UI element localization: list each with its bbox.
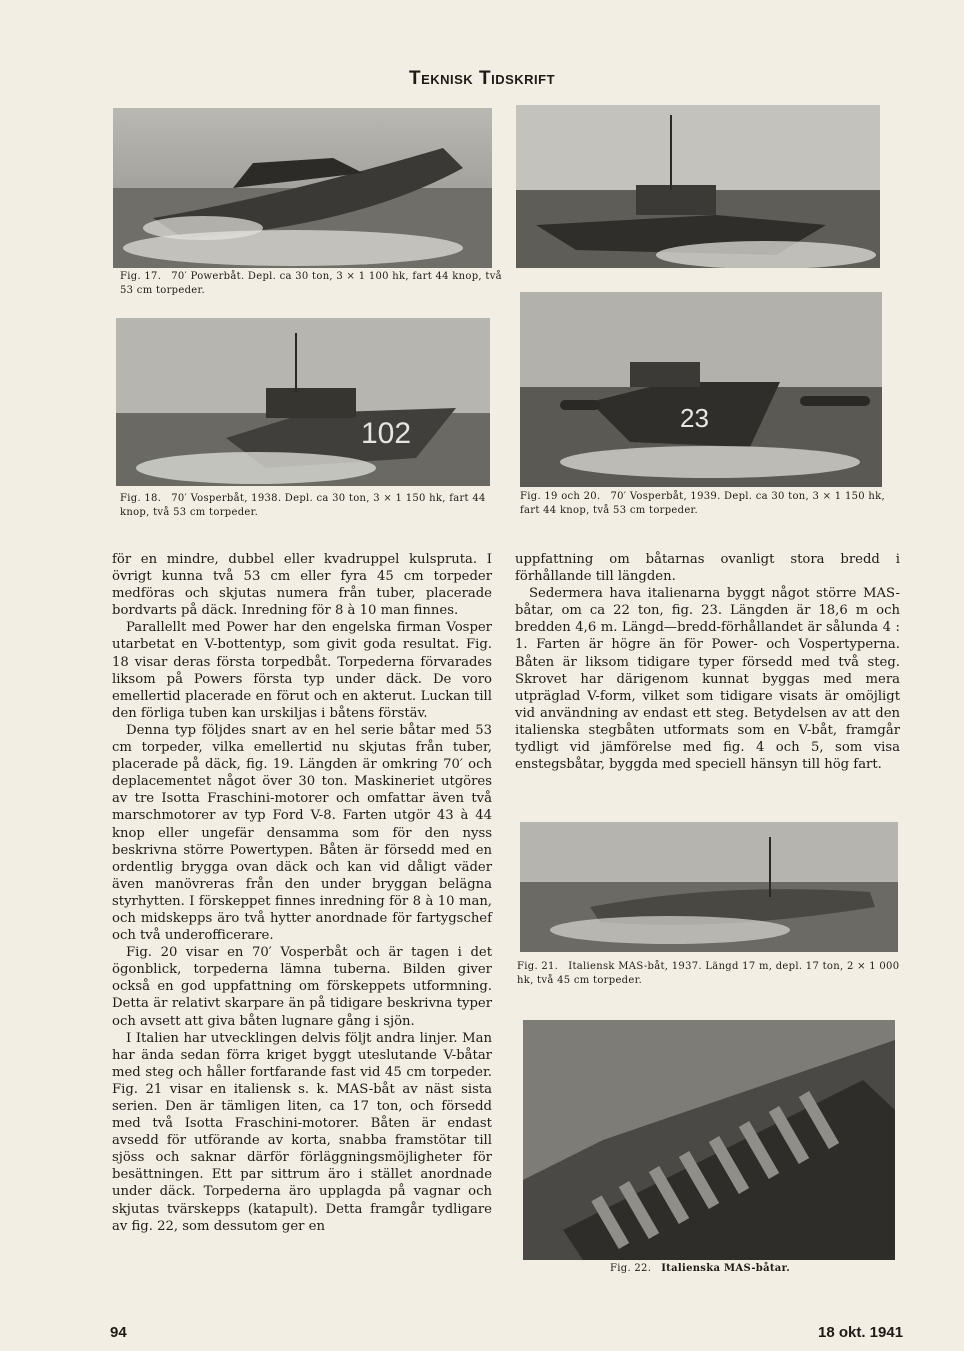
photo-fig20: [520, 292, 882, 487]
caption-fig21: [517, 960, 907, 988]
powerboat-image: [113, 108, 492, 268]
vosperboat-image: [516, 105, 880, 268]
page-number: 94: [110, 1324, 127, 1341]
caption-label: Fig. 18.: [120, 493, 162, 504]
body-right-column: [515, 551, 900, 773]
photo-fig17: [113, 108, 492, 268]
caption-fig19-20: [520, 490, 905, 518]
caption-fig22: [610, 1262, 910, 1276]
caption-label: Fig. 17.: [120, 271, 162, 282]
paragraph: Parallellt med Power har den engelska firman Vosper utarbetat en V-bottentyp, som givit goda resultat. Fig. 18 visar deras första torpedbåt. Torpederna förvarades liksom på Powers första typ under däck. De voro emellertid placerade en förut och en akterut. Luckan till den förliga tuben kan urskiljas i båtens förstäv.: [112, 620, 492, 721]
photo-fig19: [516, 105, 880, 268]
mas-fleet-image: [523, 1020, 895, 1260]
caption-text: 70′ Vosperbåt, 1938. Depl. ca 30 ton, 3 × 1 150 hk, fart 44 knop, två 53 cm torpeder.: [120, 493, 486, 518]
mas-boat-image: [520, 822, 898, 952]
paragraph: Fig. 20 visar en 70′ Vosperbåt och är tagen i det ögonblick, torpederna lämna tuberna. Bilden giver också en god uppfattning om förskeppets utformning. Detta är relativt skarpare än på tidigare beskrivna typer och avsett att giva båten lugnare gång i sjön.: [112, 945, 492, 1029]
caption-text: Italienska MAS-båtar.: [661, 1263, 790, 1274]
torpedo-left: [560, 400, 600, 410]
hull-number-23: 23: [680, 403, 709, 433]
vosper-1938-image: [116, 318, 490, 486]
photo-fig21: [520, 822, 898, 952]
photo-fig18: [116, 318, 490, 486]
paragraph: Sedermera hava italienarna byggt något större MAS-båtar, om ca 22 ton, fig. 23. Längden är 18,6 m och bredden 4,6 m. Längd—bredd-förhållandet är sålunda 4 : 1. Farten är högre än för Power- och Vospertyperna. Båten är liksom tidigare typer försedd med två steg. Skrovet har därigenom kunnat byggas med mera utpräglad V-form, vilket som tidigare visats är omöjligt vid användning av endast ett steg. Betydelsen av att den italienska stegbåten utformats som en V-båt, framgår tydligt vid jämförelse med fig. 4 och 5, som visa enstegsbåtar, byggda med speciell hänsyn till hög fart.: [515, 586, 900, 773]
issue-date: 18 okt. 1941: [818, 1324, 904, 1341]
paragraph: I Italien har utvecklingen delvis följt andra linjer. Man har ända sedan förra kriget byggt uteslutande V-båtar med steg och håller fortfarande fast vid 45 cm torpeder. Fig. 21 visar en italiensk s. k. MAS-båt av näst sista serien. Den är tämligen liten, ca 17 ton, och försedd med två Isotta Fraschini-motorer. Båten är endast avsedd för utförande av korta, snabba framstötar till sjöss och saknar därför förläggningsmöjligheter för besättningen. Ett par sittrum äro i stället anordnade under däck. Torpederna äro upplagda på vagnar och skjutas tvärskepps (katapult). Detta framgår tydligare av fig. 22, som dessutom ger en: [112, 1030, 492, 1234]
caption-fig18: [120, 492, 505, 520]
caption-label: Fig. 22.: [610, 1263, 652, 1274]
journal-title: Teknisk Tidskrift: [408, 68, 556, 89]
caption-text: 70′ Powerbåt. Depl. ca 30 ton, 3 × 1 100 hk, fart 44 knop, två 53 cm torpeder.: [120, 271, 502, 296]
torpedo-launch-image: [520, 292, 882, 487]
paragraph: för en mindre, dubbel eller kvadruppel kulspruta. I övrigt kunna två 53 cm eller fyra 45 cm torpeder medföras och skjutas numera från tuber, placerade bordvarts på däck. Inredning för 8 à 10 man finnes.: [112, 552, 492, 619]
torpedo-right: [800, 396, 870, 406]
paragraph: Denna typ följdes snart av en hel serie båtar med 53 cm torpeder, vilka emellertid nu skjutas från tuber, placerade på däck, fig. 19. Längden är omkring 70′ och deplacementet något över 30 ton. Maskineriet utgöres av tre Isotta Fraschini-motorer och omfattar även två marschmotorer av typ Ford V-8. Farten utgör 43 à 44 knop eller ungefär densamma som för den nyss beskrivna större Powertypen. Båten är försedd med en ordentlig brygga ovan däck och kan vid dåligt väder även manövreras från den under bryggan belägna styrhytten. I förskeppet finnes inredning för 8 à 10 man, och midskepps äro två hytter anordnade för fartygschef och två underofficerare.: [112, 722, 492, 944]
caption-text: Italiensk MAS-båt, 1937. Längd 17 m, depl. 17 ton, 2 × 1 000 hk, två 45 cm torpeder.: [517, 961, 900, 986]
caption-text: 70′ Vosperbåt, 1939. Depl. ca 30 ton, 3 × 1 150 hk, fart 44 knop, två 53 cm torpeder.: [520, 491, 885, 516]
paragraph: uppfattning om båtarnas ovanligt stora bredd i förhållande till längden.: [515, 552, 900, 585]
caption-fig17: [120, 270, 510, 298]
hull-number-102: 102: [361, 417, 412, 450]
caption-label: Fig. 19 och 20.: [520, 491, 601, 502]
photo-fig22: [523, 1020, 895, 1260]
body-left-column: [112, 551, 492, 1235]
caption-label: Fig. 21.: [517, 961, 559, 972]
